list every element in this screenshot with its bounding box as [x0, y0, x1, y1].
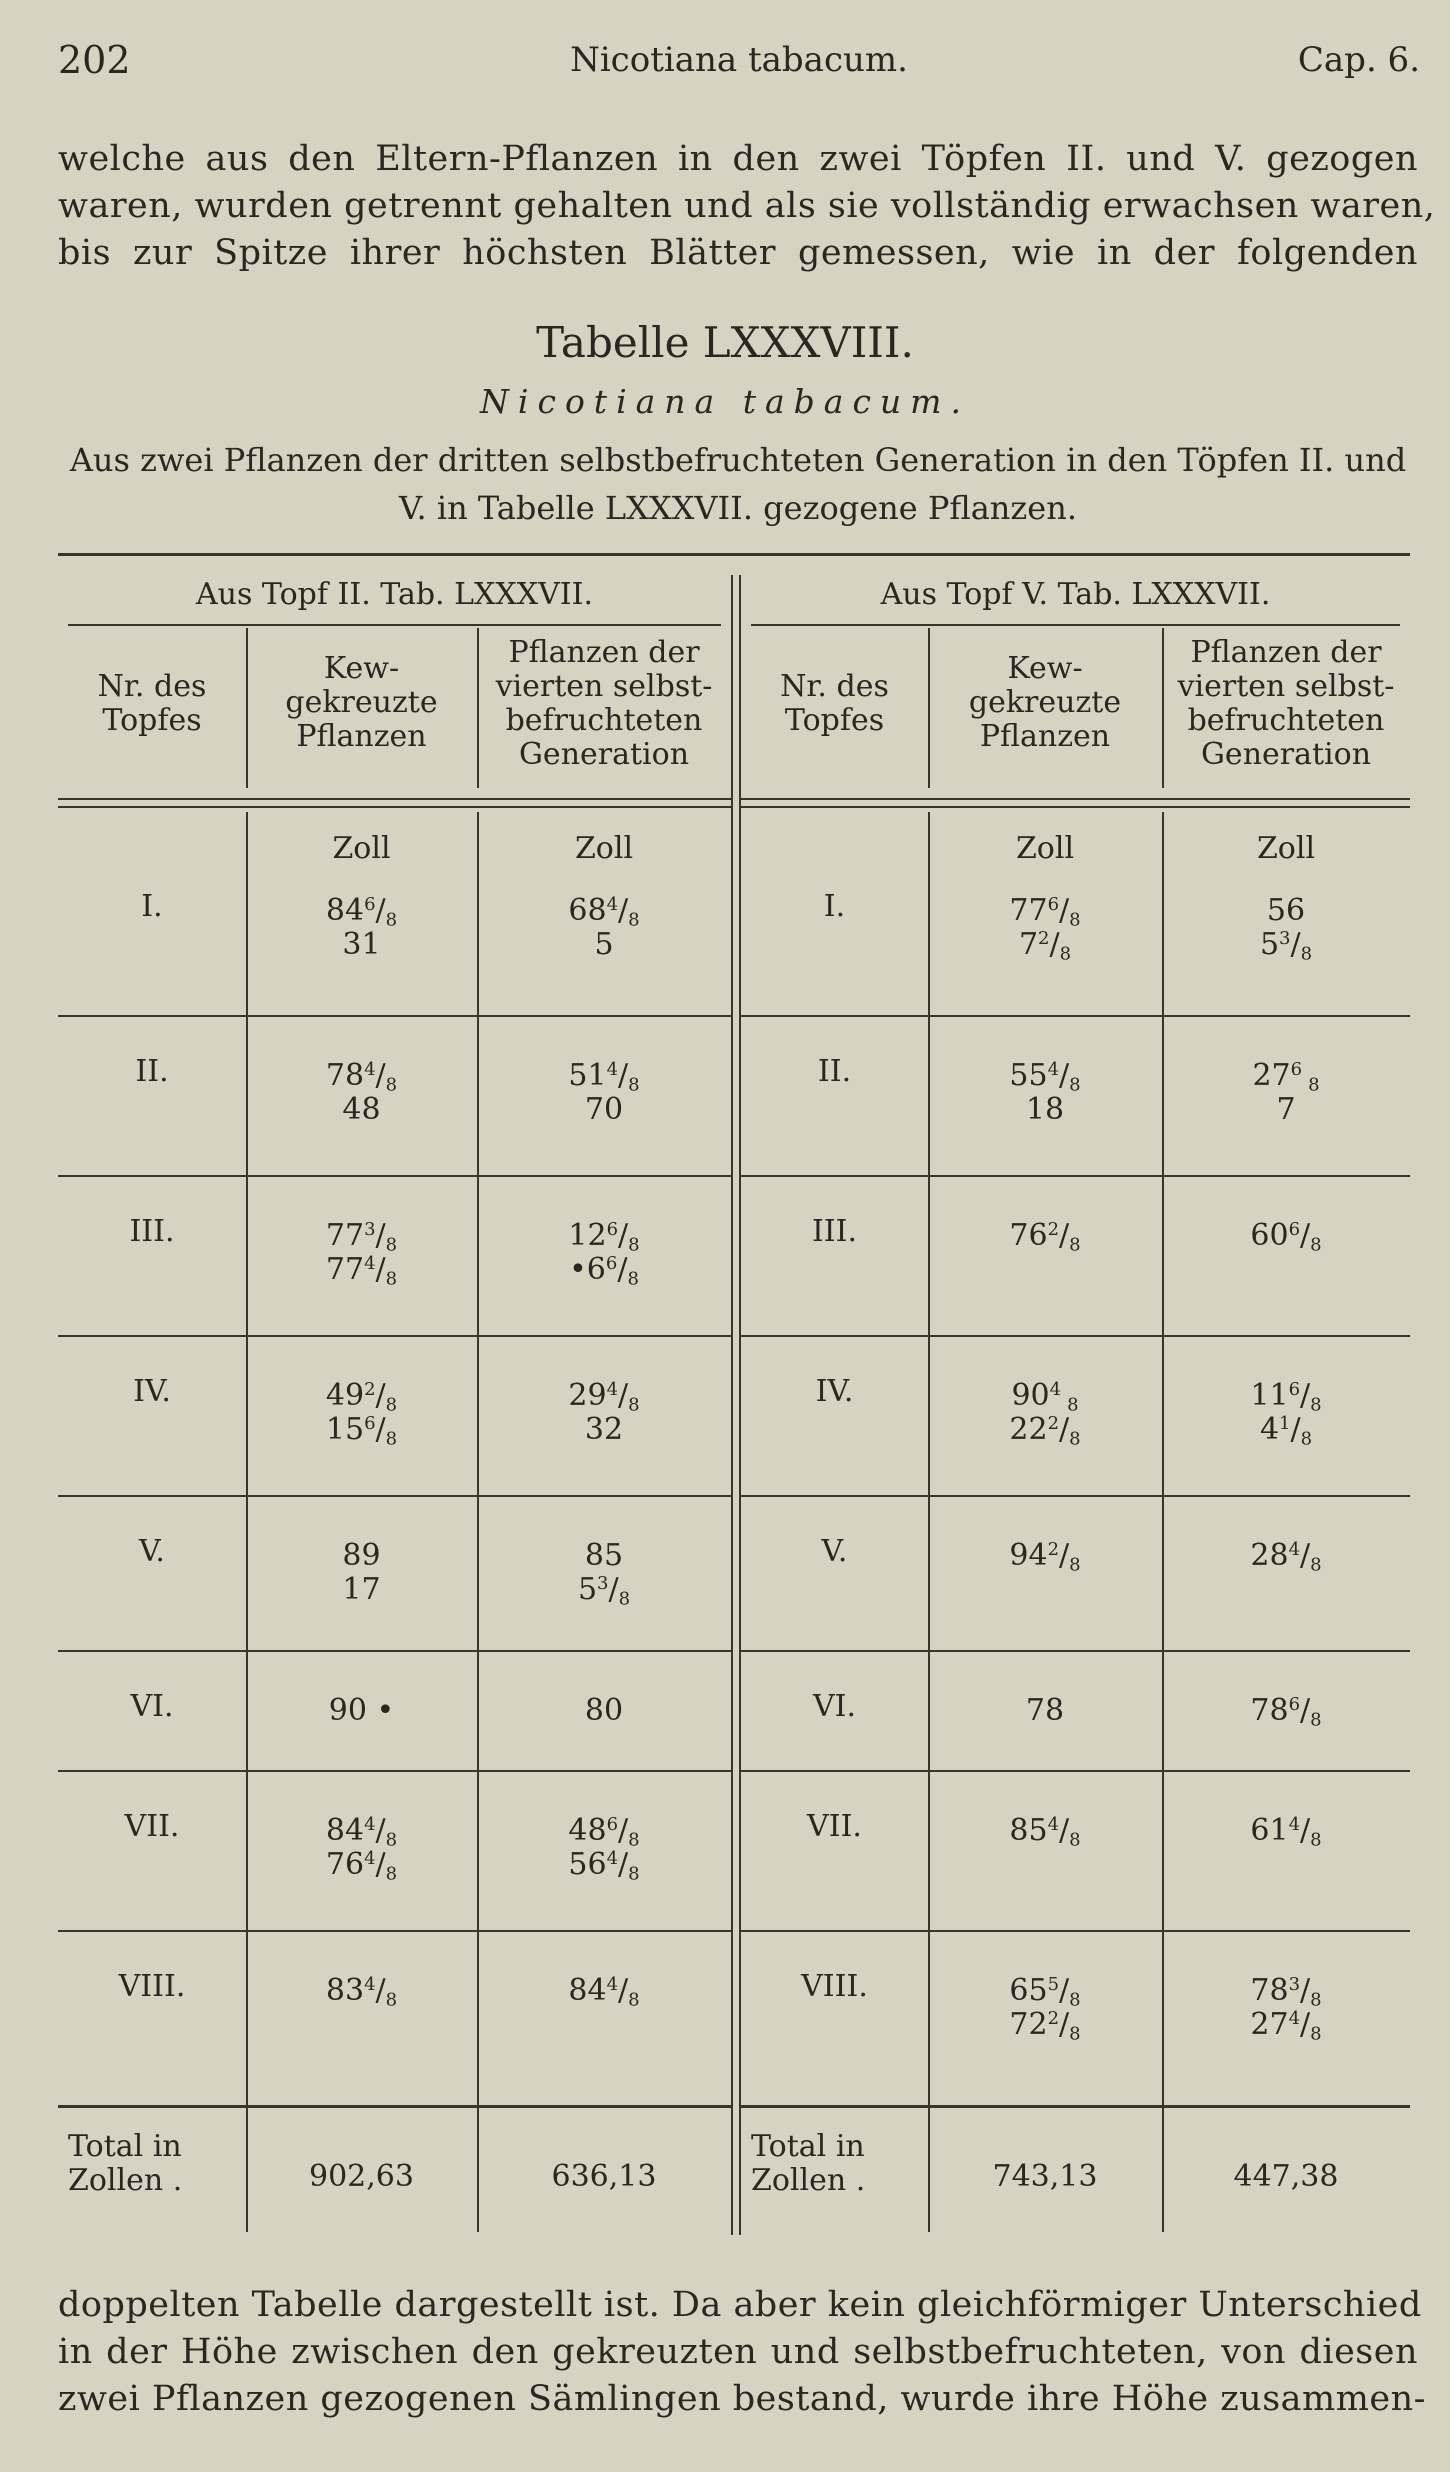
pot-number: VIII. [801, 1969, 868, 2004]
header-double-rule [58, 798, 731, 800]
row-rule [58, 1335, 731, 1337]
self-value: $11^6/_8$ $4^1/_8$ [1250, 1378, 1322, 1450]
self-value: 80 [584, 1693, 624, 1728]
pot-number: V. [139, 1534, 165, 1569]
pot-number: V. [821, 1534, 848, 1569]
total-rule [741, 2105, 1410, 2108]
crossed-value: $84^4/_8$ $76^4/_8$ [325, 1813, 398, 1885]
self-value: $27^6$ $_8$ 7 [1252, 1058, 1320, 1127]
chapter-label: Cap. 6. [1297, 40, 1420, 80]
crossed-value: $90^4$ $_8$ $22^2/_8$ [1009, 1378, 1081, 1450]
col-header-self: Pflanzen der vierten selbst- befruchteten Generation [495, 635, 713, 772]
header-col-rule [477, 628, 479, 788]
self-value: $29^4/_8$ 32 [568, 1378, 640, 1447]
row-rule [741, 1770, 1410, 1772]
col-header-pot: Nr. des Topfes [97, 669, 207, 738]
pot-number: II. [135, 1054, 169, 1089]
total-crossed: 743,13 [992, 2159, 1098, 2194]
col-header-pot: Nr. des Topfes [780, 669, 889, 738]
crossed-value: $83^4/_8$ [325, 1973, 398, 2011]
crossed-value: $49^2/_8$ $15^6/_8$ [325, 1378, 398, 1450]
table-top-rule [58, 553, 1410, 556]
self-value: $60^6/_8$ [1250, 1218, 1322, 1256]
total-self: 447,38 [1233, 2159, 1339, 2194]
col-header-crossed: Kew- gekreuzte Pflanzen [968, 651, 1122, 754]
text-line: doppelten Tabelle dargestellt ist. Da aber kein gleichförmiger Unterschied [58, 2285, 1422, 2325]
self-value: $84^4/_8$ [568, 1973, 640, 2011]
self-value: $28^4/_8$ [1250, 1538, 1322, 1576]
unit-label: Zoll [1015, 831, 1075, 866]
row-rule [58, 1175, 731, 1177]
self-value: $78^6/_8$ [1250, 1693, 1322, 1731]
pot-number: III. [129, 1214, 175, 1249]
row-rule [741, 1335, 1410, 1337]
crossed-value: $77^6/_8$ $7^2/_8$ [1009, 893, 1081, 965]
self-value: $78^3/_8$ $27^4/_8$ [1250, 1973, 1322, 2045]
row-rule [741, 1015, 1410, 1017]
unit-label: Zoll [332, 831, 391, 866]
outro-paragraph [58, 2282, 1426, 2423]
pot-number: I. [141, 889, 163, 924]
pot-number: IV. [133, 1374, 171, 1409]
pot-number: II. [817, 1054, 852, 1089]
crossed-value: $77^3/_8$ $77^4/_8$ [325, 1218, 398, 1290]
pot-number: IV. [815, 1374, 854, 1409]
header-double-rule [58, 806, 731, 808]
crossed-value: $94^2/_8$ [1009, 1538, 1081, 1576]
self-value: $12^6/_8$ $•6^6/_8$ [568, 1218, 640, 1290]
self-value: $51^4/_8$ 70 [568, 1058, 640, 1127]
crossed-value: $65^5/_8$ $72^2/_8$ [1009, 1973, 1081, 2045]
running-title: Nicotiana tabacum. [570, 40, 908, 80]
total-rule [58, 2105, 731, 2108]
self-value: $68^4/_8$ 5 [568, 893, 640, 962]
intro-paragraph [58, 136, 1436, 277]
row-rule [58, 1495, 731, 1497]
col-header-crossed: Kew- gekreuzte Pflanzen [285, 651, 438, 754]
text-line: bis zur Spitze ihrer höchsten Blätter gemessen, wie in der folgenden [58, 233, 1418, 273]
header-col-rule [1162, 628, 1164, 788]
pot-number: I. [823, 889, 846, 924]
pot-number: VI. [812, 1689, 857, 1724]
self-value: $48^6/_8$ $56^4/_8$ [568, 1813, 640, 1885]
text-line: waren, wurden getrennt gehalten und als sie vollständig erwachsen waren, [58, 186, 1436, 226]
crossed-value: 89 17 [342, 1538, 381, 1607]
row-rule [741, 1495, 1410, 1497]
header-double-rule [741, 806, 1410, 808]
caption-line: Aus zwei Pflanzen der dritten selbstbefruchteten Generation in den Töpfen II. und [69, 441, 1407, 479]
unit-label: Zoll [574, 831, 634, 866]
row-rule [741, 1650, 1410, 1652]
text-line: welche aus den Eltern-Pflanzen in den zwei Töpfen II. und V. gezogen [58, 139, 1418, 179]
crossed-value: $55^4/_8$ 18 [1009, 1058, 1081, 1127]
crossed-value: $85^4/_8$ [1009, 1813, 1081, 1851]
row-rule [58, 1770, 731, 1772]
row-rule [741, 1175, 1410, 1177]
text-line: in der Höhe zwischen den gekreuzten und selbstbefruchteten, von diesen [58, 2332, 1418, 2372]
total-self: 636,13 [551, 2159, 657, 2194]
total-crossed: 902,63 [309, 2159, 414, 2194]
group-title-rule [751, 624, 1400, 626]
row-rule [58, 1015, 731, 1017]
col-header-self: Pflanzen der vierten selbst- befruchteten Generation [1177, 635, 1395, 772]
pot-number: III. [811, 1214, 858, 1249]
page-number: 202 [58, 38, 131, 82]
pot-number: VII. [124, 1809, 180, 1844]
row-rule [58, 1650, 731, 1652]
table-caption [58, 436, 1418, 532]
pot-number: VIII. [118, 1969, 186, 2004]
self-value: $61^4/_8$ [1250, 1813, 1322, 1851]
caption-line: V. in Tabelle LXXXVII. gezogene Pflanzen. [399, 489, 1077, 527]
row-rule [741, 1930, 1410, 1932]
crossed-value: 78 [1025, 1693, 1065, 1728]
row-rule [58, 1930, 731, 1932]
pot-number: VI. [130, 1689, 174, 1724]
body-col-rule [477, 812, 479, 2232]
total-label: Total in Zollen . [68, 2129, 183, 2198]
body-col-rule [246, 812, 248, 2232]
pot-number: VII. [807, 1809, 862, 1844]
header-col-rule [928, 628, 930, 788]
crossed-value: $76^2/_8$ [1009, 1218, 1081, 1256]
table-title: Tabelle LXXXVIII. [536, 318, 914, 367]
header-col-rule [246, 628, 248, 788]
crossed-value: $84^6/_8$ 31 [325, 893, 398, 962]
self-value: 85 $5^3/_8$ [577, 1538, 631, 1610]
running-head [58, 38, 1420, 88]
self-value: 56 $5^3/_8$ [1259, 893, 1313, 965]
crossed-value: $78^4/_8$ 48 [325, 1058, 398, 1127]
header-double-rule [741, 798, 1410, 800]
unit-label: Zoll [1256, 831, 1316, 866]
crossed-value: 90 • [328, 1693, 395, 1728]
group-title: Aus Topf V. Tab. LXXXVII. [880, 577, 1271, 612]
group-title: Aus Topf II. Tab. LXXXVII. [195, 577, 594, 612]
table-species: Nicotiana tabacum. [480, 382, 970, 421]
text-line: zwei Pflanzen gezogenen Sämlingen bestand, wurde ihre Höhe zusammen- [58, 2379, 1426, 2419]
group-title-rule [68, 624, 721, 626]
table-center-divider [731, 575, 733, 2235]
total-label: Total in Zollen . [751, 2129, 866, 2198]
